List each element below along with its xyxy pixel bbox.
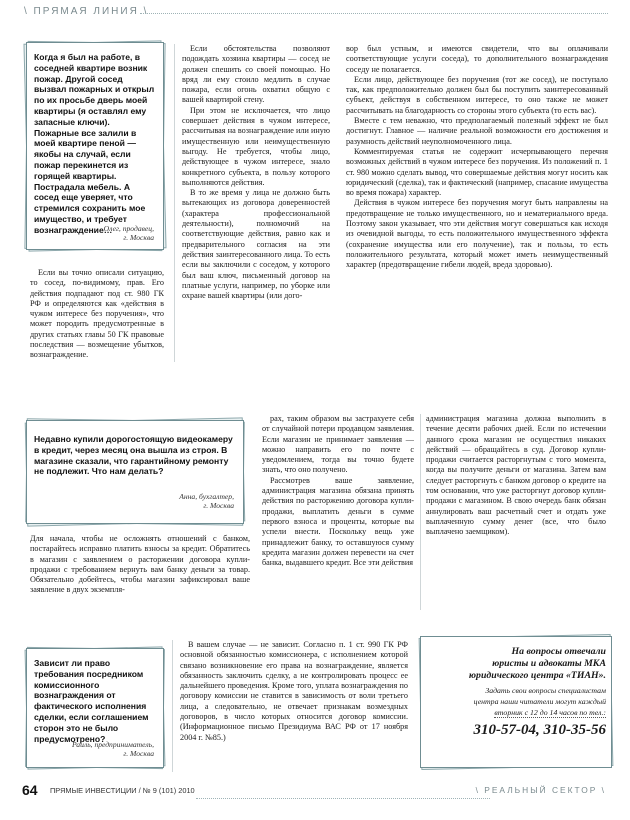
section-name: \ РЕАЛЬНЫЙ СЕКТОР \ — [475, 785, 606, 795]
question-card-1 — [26, 42, 164, 250]
question-text: Зависит ли право требования посредником комиссионного вознаграждения от фактического исполнения сделки, если соглашением сторон это не было предусмотрено? — [34, 658, 149, 744]
answer-text-1-mid: Если обстоятельства позволяют подождать хозяина квартиры — сосед не должен спешить со своей помощью. Но вряд ли ему стоило медлить в случае пожара, если огонь охватил общую с вашей квартирой стену. При этом не исключается, что лицо совершает действия в чужом интересе, рассчитывая на вознаграждение или иную имущественную или неимущественную выгоду. Не требуется, чтобы лицо, действующее в чужом интересе, знало конкретного субъекта, в пользу которого выполняются действия. В то же время у лица не должно быть вытекающих из договора доверенностей (характера профессиональной деятельности), полномочий на соответствующие действия, равно как и предварительного согласия на эти действия заинтересованного лица. То есть если вы заключили с соседом, у которого был ваш ключ, письменный договор на платные услуги, например, по уборке или охране вашей квартиры (или дого- — [182, 44, 330, 301]
section-header: \ ПРЯМАЯ ЛИНИЯ \ — [24, 6, 149, 17]
contact-phone: 310-57-04, 310-35-56 — [473, 721, 606, 738]
answer-text-1-left: Если вы точно описали ситуацию, то сосед, по-видимому, прав. Его действия подпадают под ст. 980 ГК РФ и определяются как «действия в чужом интересе без поручения», что может породить предусмотренные в других статьях главы 50 ГК правовые последствия — возмещение убытков, вознаграждение. — [30, 268, 164, 360]
contact-card — [420, 636, 612, 768]
question-text: Недавно купили дорогостоящую видеокамеру в кредит, через месяц она вышла из строя. В магазине сказали, что гарантийному ремонту не подлежит. Что нам делать? — [34, 434, 233, 477]
page-number: 64 — [22, 782, 38, 798]
question-card-2 — [26, 420, 244, 524]
answer-text-2-left: Для начала, чтобы не осложнять отношений с банком, постарайтесь исправно платить взносы за кредит. Обратитесь в магазин с заявлением о расторжении договора купли-продажи с требованием вернуть вам банку деньги за товар. Обязательно добейтесь, чтобы магазин зафиксировал ваше заявление в двух экземпля- — [30, 534, 250, 595]
question-signature: Раиль, предприниматель, г. Москва — [71, 740, 154, 759]
question-signature: Олег, продавец, г. Москва — [103, 224, 154, 243]
answer-text-1-right: вор был устным, и имеются свидетели, что вы оплачивали соответствующие услуги соседа), то дополнительного вознаграждения соседу не полагается. Если лицо, действующее без поручения (тот же сосед), не поступало так, как предположительно должен был бы поступить заинтересованный субъект, действуя в собственном интересе, то оно также не может рассчитывать на благодарность со стороны этого субъекта (то есть вас). Вместе с тем неважно, что предполагаемый полезный эффект не был достигнут. Главное — наличие реальной возможности его достижения и разумность действий неуполномоченного лица. Комментируемая статья не содержит исчерпывающего перечня возможных действий в чужом интересе без поручения. Из положений п. 1 ст. 980 можно сделать вывод, что совершаемые действия могут носить как юридический (сделка), так и фактический (например, спасание имущества во время пожара) характер. Действия в чужом интересе без поручения могут быть направлены на предотвращение не только имущественного, но и нематериального вреда. Поэтому закон указывает, что эти действия могут совершаться как исходя из очевидной выгоды, то есть положительного имущественного эффекта (сохранение имущества или его получение), так и пользы, то есть положительного результата, который может иметь неимущественный характер (предотвращение гибели людей, вреда здоровью). — [346, 44, 608, 270]
contact-title: На вопросы отвечали юристы и адвокаты МКА юридического центра «ТИАН». — [468, 646, 606, 682]
answer-text-2-mid: рах, таким образом вы застрахуете себя от случайной потери продавцом заявления. Если магазин не принимает заявления — можно направить его по почте с уведомлением, тогда вы точно будете знать, что оно получено. Рассмотрев ваше заявление, администрация магазина обязана принять действия по расторжению договора купли-продажи, выплатить деньги в сумме первого взноса и проценты, которые вы успели внести. Поскольку вещь уже принадлежит банку, то оставшуюся сумму кредита магазин должен перевести на счет банка, выдавшего кредит. Все эти действия — [262, 414, 414, 568]
magazine-issue: ПРЯМЫЕ ИНВЕСТИЦИИ / № 9 (101) 2010 — [50, 786, 195, 795]
header-divider — [140, 13, 608, 14]
answer-text-3: В вашем случае — не зависит. Согласно п. 1 ст. 990 ГК РФ основной обязанностью комиссионера, с исполнением которой связано возникновение его права на вознаграждение, является обязанность заключить сделку, а не контролировать процесс ее дальнейшего проведения. Кроме того, уплата вознаграждения по договору комиссии не ставится в зависимость от воли третьего лица, а следовательно, не отвечает признакам возмездных договоров, в число которых относится договор комиссии. (Информационное письмо Президиума ВАС РФ от 17 ноября 2004 г. №85.) — [180, 640, 408, 742]
question-signature: Анна, бухгалтер, г. Москва — [179, 492, 234, 511]
question-text: Когда я был на работе, в соседней квартире возник пожар. Другой сосед вызвал пожарных и открыл по их просьбе дверь моей квартиры (я оставлял ему запасные ключи). Пожарные все залили в моей квартире пеной — якобы на случай, если пожар перекинется из горящей квартиры. Пострадала мебель. А сосед еще уверяет, что стремился сохранить мое имущество, и требует вознаграждение… — [34, 52, 155, 235]
question-card-3 — [26, 648, 164, 768]
answer-text-2-right: администрация магазина должна выполнить в течение десяти рабочих дней. Если по истечении данного срока магазин не осуществил никаких действий — обращайтесь в суд. Договор купли-продажи считается расторгнутым с того момента, когда вы получите деньги от магазина. Затем вам следует расторгнуть с банком договор о кредите на том основании, что уже расторгнут договор купли-продажи с магазином. В свою очередь банк обязан аннулировать ваш расчетный счет и отдать уже выплаченную сумму денег (все, что было выплачено заемщиком). — [426, 414, 606, 537]
contact-description: Задать свои вопросы специалистам центра наши читатели могут каждый вторник с 12 до 14 часов по тел.: — [473, 685, 606, 717]
footer-divider — [196, 798, 490, 799]
